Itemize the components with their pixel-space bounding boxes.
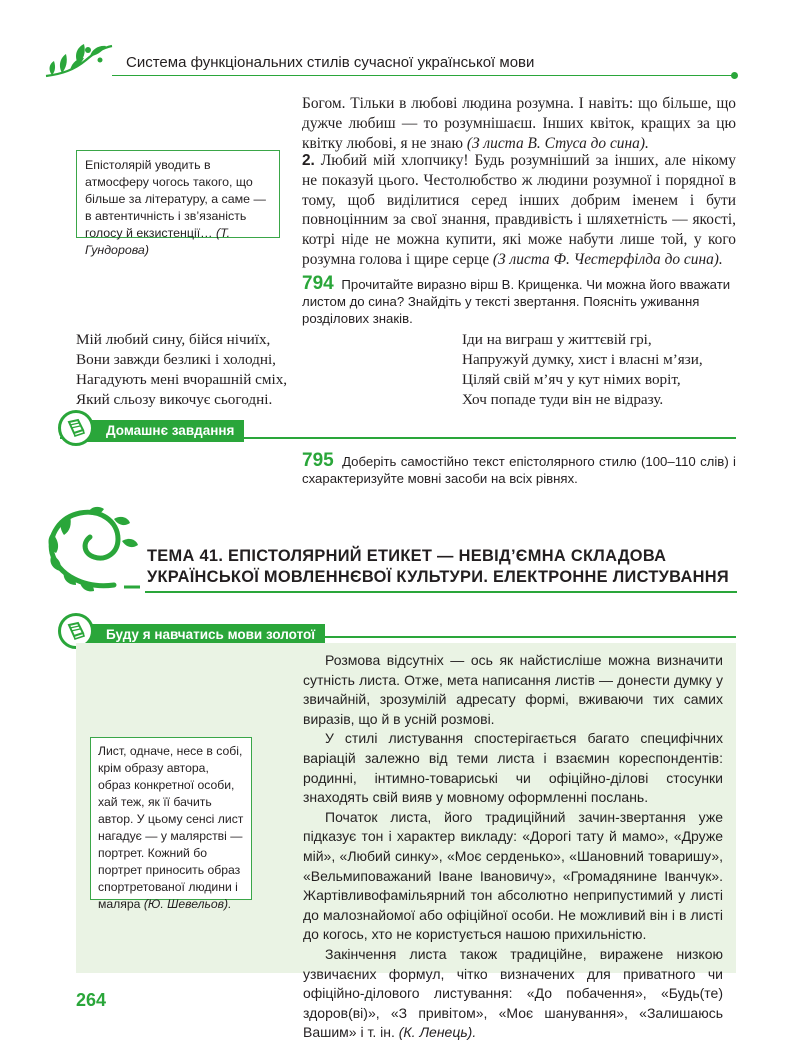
letter-chesterfield-excerpt (302, 151, 736, 270)
theme-title (147, 546, 729, 588)
theme-title-line: ТЕМА 41. ЕПІСТОЛЯРНИЙ ЕТИКЕТ — НЕВІД’ЄМНА СКЛАДОВА (147, 547, 667, 565)
poem-line: Вони завжди безликі і холодні, (76, 351, 276, 368)
letter-stus-excerpt (302, 94, 736, 153)
header-rule-dot (731, 72, 738, 79)
poem-stanza-left (76, 330, 287, 410)
poem-line: Нагадують мені вчорашній сміх, (76, 371, 288, 388)
letter-source: (З листа Ф. Честерфілда до сина). (492, 250, 723, 268)
theory-text (303, 651, 723, 1043)
poem-line: Іди на виграш у життєвій грі, (462, 331, 652, 348)
letter-number: 2. (302, 152, 315, 169)
theory-paragraph-text: Закінчення листа також традиційне, виражене низкою узвичаєних формул, чітко визначених для приватного чи офіційно-ділового листування: «До побачення», «Будь(те) здоров(ві)», «З привітом», «Моє шанування», «Залишаюсь Вашим» і т. ін. (303, 945, 723, 1041)
poem-stanza-right (462, 330, 703, 410)
running-header-title: Система функціональних стилів сучасної української мови (126, 54, 535, 71)
theory-paragraph: Початок листа, його традиційний зачин-звертання уже підказує тон і характер викладу: «Дорогі тату й мамо», «Друже мій», «Любий синку», «Моє серденько», «Шановний товаришу», «Вельмиповажаний Іване Івановичу», «Громадянине Іванчук». Жартівливофамільярний тон абсолютно неприпустимий у листі до малознайомої або офіційної особи. Не можливий він і в листі до когось, хто не користується нашою прихильністю. (303, 808, 723, 943)
gold-section-heading: Буду я навчатись мови золотої (78, 624, 325, 646)
exercise-number: 794 (302, 273, 334, 294)
header-flower-ornament-icon (44, 40, 114, 82)
homework-heading: Домашнє завдання (78, 420, 244, 442)
theme-leaf-ornament-icon (44, 505, 144, 597)
theme-title-line: УКРАЇНСЬКОЇ МОВЛЕННЄВОЇ КУЛЬТУРИ. ЕЛЕКТРОННЕ ЛИСТУВАННЯ (147, 568, 729, 586)
quote-sidebar-shevelov (90, 737, 252, 911)
theory-source: (К. Ленець). (398, 1024, 477, 1041)
sidebar-quote-text: Лист, одначе, несе в собі, крім образу автора, образ конкретної особи, хай теж, як її бачить автор. У цьому сенсі лист нагадує — у малярстві — портрет. Кожний бо портрет приносить образ спортретованої людини і маляра (98, 744, 244, 911)
exercise-text: Прочитайте виразно вірш В. Крищенка. Чи можна його вважати листом до сина? Знайдіть у тексті звертання. Поясніть уживання розділових знаків. (302, 277, 731, 326)
poem-line: Мій любий сину, бійся нічиїх, (76, 331, 271, 348)
poem-line: Напружуй думку, хист і власні м’язи, (462, 351, 703, 368)
letter-source: (З листа В. Стуса до сина). (466, 134, 649, 152)
sidebar-quote-author: (Ю. Шевельов). (143, 897, 232, 911)
theory-paragraph: Розмова відсутніх — ось як найстисліше можна визначити сутність листа. Отже, мета написання листів — донести думку у звичайній, зрозумілій адресату формі, вживаючи тих самих виразів, що й в усній розмові. (303, 652, 723, 727)
poem-line: Ціляй свій м’яч у кут німих воріт, (462, 371, 681, 388)
poem-line: Який сльозу викочує сьогодні. (76, 391, 273, 408)
letter-text: Любий мій хлопчику! Будь розумніший за інших, але нікому не показуй цього. Честолюбство ж людини розумної і порядної в тому, щоб виділитися серед інших добрим іменем і бути повноцінним за свої знання, правдивість і шляхетність — якості, котрі ніде не можна купити, які може набути лише той, у кого розумна голова і щире серце (302, 152, 736, 268)
exercise-794 (302, 275, 736, 327)
exercise-number: 795 (302, 450, 334, 471)
sidebar-quote-text: Епістолярій уводить в атмосферу чогось такого, що більше за літературу, а саме — в автентичність і зв’язаність голосу й екзистенції… (85, 158, 266, 240)
homework-book-icon (58, 410, 94, 446)
page-number: 264 (76, 990, 107, 1010)
poem-line: Хоч попаде туди він не відразу. (462, 391, 664, 408)
exercise-795 (302, 452, 736, 487)
quote-sidebar-gundorova (76, 150, 280, 257)
sidebar-quote-author: (Т. Гундорова) (85, 226, 231, 257)
letter-text: Богом. Тільки в любові людина розумна. І навіть: що більше, що дужче любиш — то розумнішаєш. Інших квіток, кращих за цю квітку любові, я не знаю (302, 95, 736, 152)
exercise-text: Доберіть самостійно текст епістолярного стилю (100–110 слів) і схарактеризуйте мовні засоби на всіх рівнях. (302, 454, 736, 486)
theory-paragraph (303, 945, 723, 1043)
theory-paragraph: У стилі листування спостерігається багато специфічних варіацій залежно від теми листа і взаємин кореспондентів: родинні, інтимно-товариські чи офіційно-ділові стосунки знаходять свій вияв у мовному оформленні послань. (303, 730, 723, 806)
header-rule (112, 75, 734, 76)
theme-rule (145, 591, 737, 593)
